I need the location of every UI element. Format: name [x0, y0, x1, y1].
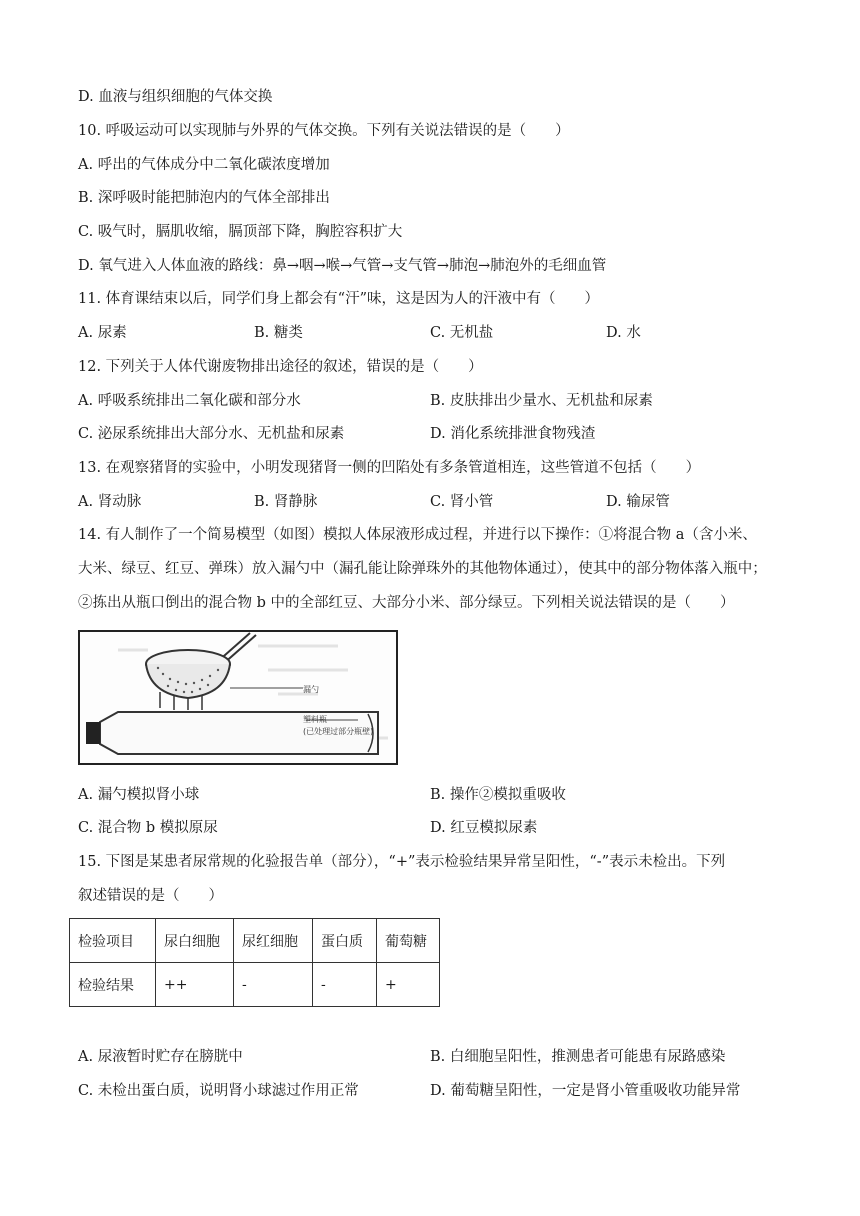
q10-option-b: B. 深呼吸时能把肺泡内的气体全部排出: [78, 190, 330, 206]
table-header-cell: 检验项目: [70, 919, 156, 963]
q11-option-a: A. 尿素: [78, 325, 127, 341]
urinalysis-report-table: [69, 918, 440, 1007]
q13-option-a: A. 肾动脉: [78, 494, 142, 510]
q13-stem: 13. 在观察猪肾的实验中，小明发现猪肾一侧的凹陷处有多条管道相连，这些管道不包括（ ）: [78, 460, 701, 476]
label-bottle-note: (已处理过部分瓶壁): [303, 727, 374, 736]
q13-option-c: C. 肾小管: [430, 494, 494, 510]
q11-option-d: D. 水: [606, 325, 641, 341]
q12-option-b: B. 皮肤排出少量水、无机盐和尿素: [430, 393, 653, 409]
q15-option-b: B. 白细胞呈阳性，推测患者可能患有尿路感染: [430, 1049, 726, 1065]
q13-option-d: D. 输尿管: [606, 494, 670, 510]
table-cell: +: [377, 963, 440, 1007]
q15-option-d: D. 葡萄糖呈阳性，一定是肾小管重吸收功能异常: [430, 1083, 741, 1099]
q14-stem-line1: 14. 有人制作了一个简易模型（如图）模拟人体尿液形成过程，并进行以下操作：①将混合物 a（含小米、: [78, 527, 757, 543]
q15-option-a: A. 尿液暂时贮存在膀胱中: [78, 1049, 243, 1065]
table-header-row: [70, 919, 440, 963]
q10-stem: 10. 呼吸运动可以实现肺与外界的气体交换。下列有关说法错误的是（ ）: [78, 123, 570, 139]
q11-stem: 11. 体育课结束以后，同学们身上都会有“汗”味，这是因为人的汗液中有（ ）: [78, 291, 599, 307]
q15-stem-line2: 叙述错误的是（ ）: [78, 888, 223, 904]
q14-option-d: D. 红豆模拟尿素: [430, 820, 538, 836]
q14-option-c: C. 混合物 b 模拟原尿: [78, 820, 218, 836]
q12-option-c: C. 泌尿系统排出大部分水、无机盐和尿素: [78, 426, 345, 442]
q14-stem-line3: ②拣出从瓶口倒出的混合物 b 中的全部红豆、大部分小米、部分绿豆。下列相关说法错误的是（ ）: [78, 595, 735, 611]
q10-option-c: C. 吸气时，膈肌收缩，膈顶部下降，胸腔容积扩大: [78, 224, 403, 240]
q10-option-d: D. 氧气进入人体血液的路线：鼻→咽→喉→气管→支气管→肺泡→肺泡外的毛细血管: [78, 258, 607, 274]
q15-stem-line1: 15. 下图是某患者尿常规的化验报告单（部分），“+”表示检验结果异常呈阳性，“-”表示未检出。下列: [78, 854, 726, 870]
q12-option-a: A. 呼吸系统排出二氧化碳和部分水: [78, 393, 301, 409]
q15-option-c: C. 未检出蛋白质，说明肾小球滤过作用正常: [78, 1083, 359, 1099]
label-ladle: 漏勺: [303, 685, 319, 694]
q11-option-c: C. 无机盐: [430, 325, 494, 341]
q14-stem-line2: 大米、绿豆、红豆、弹珠）放入漏勺中（漏孔能让除弹珠外的其他物体通过），使其中的部分物体落入瓶中；: [78, 561, 767, 577]
q12-stem: 12. 下列关于人体代谢废物排出途径的叙述，错误的是（ ）: [78, 359, 483, 375]
q14-model-figure: [78, 630, 398, 765]
table-header-cell: 葡萄糖: [377, 919, 440, 963]
q11-option-b: B. 糖类: [254, 325, 303, 341]
table-cell: -: [234, 963, 313, 1007]
table-cell: 检验结果: [70, 963, 156, 1007]
table-row: [70, 963, 440, 1007]
q10-option-a: A. 呼出的气体成分中二氧化碳浓度增加: [78, 157, 330, 173]
q9-option-d: D. 血液与组织细胞的气体交换: [78, 89, 273, 105]
q13-option-b: B. 肾静脉: [254, 494, 318, 510]
table-cell: -: [313, 963, 377, 1007]
q14-option-b: B. 操作②模拟重吸收: [430, 787, 566, 803]
label-bottle: 塑料瓶: [303, 715, 327, 724]
table-header-cell: 尿红细胞: [234, 919, 313, 963]
q14-option-a: A. 漏勺模拟肾小球: [78, 787, 200, 803]
table-header-cell: 蛋白质: [313, 919, 377, 963]
q12-option-d: D. 消化系统排泄食物残渣: [430, 426, 596, 442]
table-header-cell: 尿白细胞: [156, 919, 234, 963]
table-cell: ++: [156, 963, 234, 1007]
